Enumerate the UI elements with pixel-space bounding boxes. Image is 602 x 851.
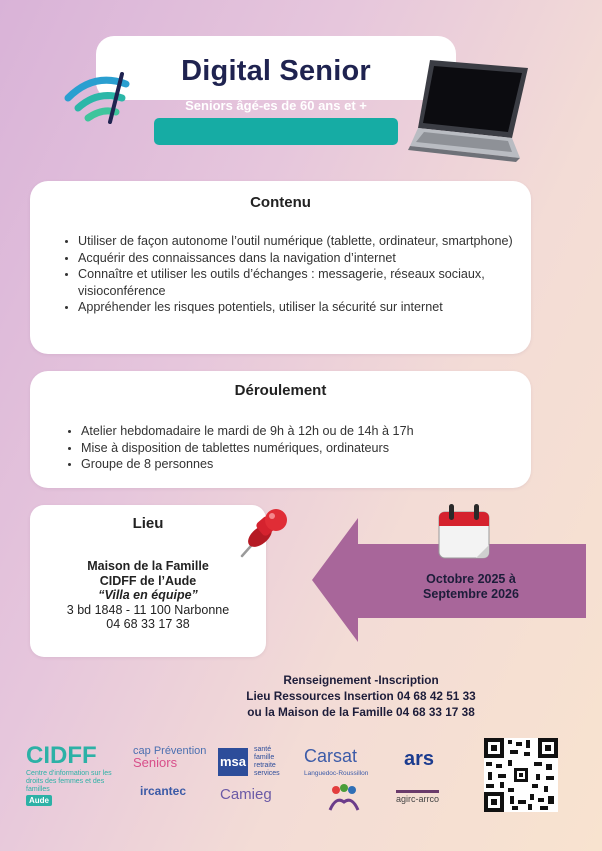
msa-line: santé — [254, 746, 272, 753]
qr-code — [484, 738, 558, 812]
pushpin-icon — [232, 506, 292, 562]
deroulement-card — [30, 371, 531, 488]
lieu-card — [30, 505, 266, 657]
agirc-arrco-logo: agirc-arrco — [396, 790, 439, 804]
people-logo-icon — [326, 782, 362, 814]
date-start: Octobre 2025 à — [426, 572, 516, 586]
carsat-region: Languedoc-Roussillon — [304, 770, 369, 777]
ars-logo: ars — [404, 748, 435, 770]
list-item: • Appréhender les risques potentiels, utiliser la sécurité sur internet — [78, 299, 538, 316]
contenu-list — [30, 233, 538, 316]
contact-line: ou la Maison de la Famille 04 68 33 17 38 — [247, 705, 475, 719]
carsat-logo: Carsat — [304, 746, 358, 766]
page-subtitle: Seniors âgé-es de 60 ans et + — [185, 98, 367, 113]
lieu-line: “Villa en équipe” — [98, 588, 198, 602]
date-range — [386, 572, 556, 602]
laptop-icon — [404, 54, 530, 166]
ircantec-logo: ircantec — [140, 784, 187, 798]
contact-line: Lieu Ressources Insertion 04 68 42 51 33 — [246, 689, 476, 703]
list-item: • Acquérir des connaissances dans la navigation d’internet — [78, 250, 538, 267]
contact-info — [220, 672, 502, 720]
cidff-aude-badge: Aude — [26, 795, 52, 806]
calendar-icon — [436, 502, 494, 562]
lieu-address — [30, 559, 266, 632]
page-title: Digital Senior — [181, 55, 371, 87]
list-item: • Utiliser de façon autonome l’outil numérique (tablette, ordinateur, smartphone) — [78, 233, 538, 250]
cap-prevention-seniors-logo — [133, 746, 206, 770]
deroulement-list — [33, 423, 541, 473]
cap-text: cap — [133, 745, 151, 757]
contenu-card — [30, 181, 531, 354]
contenu-heading: Contenu — [250, 194, 311, 211]
lieu-line: 3 bd 1848 - 11 100 Narbonne — [66, 602, 230, 617]
lieu-line: 04 68 33 17 38 — [106, 617, 190, 631]
msa-line: services — [254, 770, 280, 777]
seniors-text: Seniors — [133, 755, 178, 770]
msa-logo: msa — [218, 748, 248, 776]
cidff-logo: CIDFF — [26, 742, 97, 769]
deroulement-heading: Déroulement — [234, 382, 327, 399]
contact-heading: Renseignement -Inscription — [283, 673, 439, 687]
wifi-icon — [60, 68, 140, 128]
list-item: • Atelier hebdomadaire le mardi de 9h à 12h ou de 14h à 17h — [81, 423, 541, 440]
msa-line: retraite — [254, 762, 276, 769]
msa-line: famille — [254, 754, 275, 761]
teal-banner — [154, 118, 398, 145]
cidff-subtitle: Centre d’information sur les droits des femmes et des familles — [26, 770, 112, 793]
lieu-line: Maison de la Famille — [87, 559, 209, 573]
date-end: Septembre 2026 — [423, 587, 519, 601]
list-item: • Groupe de 8 personnes — [81, 456, 541, 473]
lieu-heading: Lieu — [132, 515, 164, 532]
camieg-logo: Camieg — [220, 786, 272, 803]
list-item: • Connaître et utiliser les outils d’échanges : messagerie, réseaux sociaux, visioconférence — [78, 266, 538, 299]
list-item: • Mise à disposition de tablettes numériques, ordinateurs — [81, 440, 541, 457]
msa-tagline — [254, 746, 280, 778]
prevention-text: Prévention — [153, 745, 207, 757]
lieu-line: CIDFF de l’Aude — [99, 573, 197, 588]
